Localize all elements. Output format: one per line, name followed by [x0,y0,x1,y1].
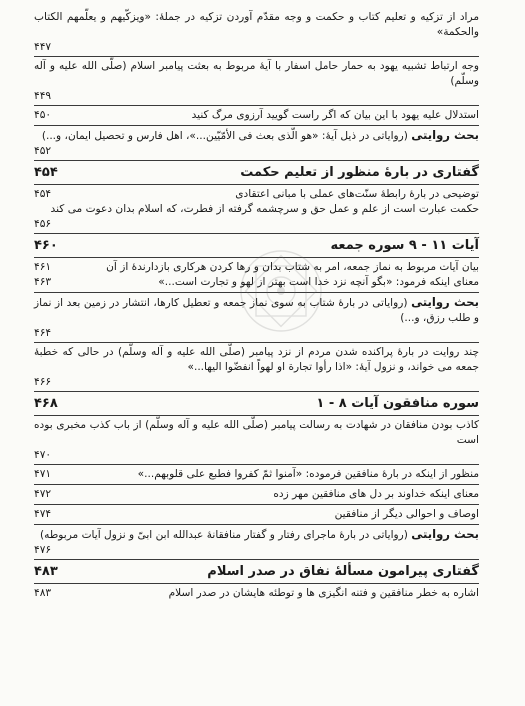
toc-entry-title: منظور از اینکه در بارهٔ منافقین فرموده: «آمنوا ثمّ کفروا فطبع علی قلوبهم...» [137,468,479,480]
toc-entry-title: اشاره به خطر منافقین و فتنه انگیزی ها و توطئه هایشان در صدر اسلام [168,587,479,599]
toc-entry[interactable] [34,467,479,482]
divider [34,125,479,126]
toc-entry-title: وجه ارتباط تشبیه یهود به حمار حامل اسفار با آیهٔ مربوط به بعثت پیامبر اسلام (صلّی الله علیه و آله وسلّم) [34,60,479,87]
toc-entry-title: استدلال علیه یهود با این بیان که اگر راست گویید آرزوی مرگ کنید [191,109,479,121]
toc-entry-title: چند روایت در بارهٔ پراکنده شدن مردم از نزد پیامبر (صلّی الله علیه و آله وسلّم) در حالی که خطبهٔ جمعه می خواند، و نزول آیهٔ: «اذا رأوا تجارة او لهواً انفضّوا الیها...» [34,346,479,373]
toc-entry-title: اوصاف و احوالی دیگر از منافقین [334,508,479,520]
toc-page-number: ۴۷۶ [34,544,52,556]
toc-entry-narrative[interactable] [34,527,479,557]
toc-entry-title: کاذب بودن منافقان در شهادت به رسالت پیامبر (صلّی الله علیه و آله وسلّم) از باب کذب مخبری بوده است [34,419,479,446]
toc-page-number: ۴۵۶ [34,218,52,230]
divider [34,504,479,505]
toc-entry-lead: بحث روایتی [411,295,479,309]
divider [34,233,479,234]
toc-entry[interactable] [34,487,479,502]
toc-entry-title: بیان آیات مربوط به نماز جمعه، امر به شتاب بدان و رها کردن هرکاری بازدارندهٔ از آن [106,261,479,273]
toc-page-number: ۴۶۸ [34,396,58,411]
toc-page-number: ۴۷۴ [34,508,52,520]
toc-heading-title: گفتاری در بارهٔ منظور از تعلیم حکمت [240,165,479,180]
toc-page-number: ۴۴۹ [34,90,52,102]
toc-page-number: ۴۶۴ [34,327,52,339]
toc-page-number: ۴۶۳ [34,276,52,288]
toc-entry[interactable] [34,59,479,103]
toc-entry[interactable] [34,586,479,601]
toc-entry-title: حکمت عبارت است از علم و عمل حق و سرچشمه گرفته از فطرت، که اسلام بدان دعوت می کند [50,203,479,215]
toc-page-number: ۴۸۳ [34,564,58,579]
divider [34,391,479,392]
toc-entry[interactable] [34,108,479,123]
toc-page-number: ۴۵۴ [34,165,58,180]
toc-page-number: ۴۵۲ [34,145,52,157]
toc-page-number: ۴۷۰ [34,449,52,461]
toc-entry[interactable] [34,260,479,275]
divider [34,583,479,584]
toc-entry-narrative[interactable] [34,295,479,340]
toc-heading-title: سوره منافقون آیات ۸ - ۱ [316,396,479,411]
toc-heading-title: گفتاری پیرامون مسألهٔ نفاق در صدر اسلام [207,564,479,579]
toc-entry[interactable] [34,10,479,54]
toc-section-heading[interactable] [34,562,479,581]
toc-entry-title: (روایاتی در ذیل آیهٔ: «هو الّذی بعث فی الأمّیّین...»، اهل فارس و تحصیل ایمان، و...) [41,130,412,142]
toc-page-number: ۴۸۳ [34,587,52,599]
divider [34,484,479,485]
divider [34,559,479,560]
toc-entry-lead: بحث روایتی [411,527,479,541]
toc-page-number: ۴۵۴ [34,188,52,200]
toc-page-number: ۴۴۷ [34,41,52,53]
toc-entry[interactable] [34,345,479,389]
toc-section-heading[interactable] [34,163,479,182]
toc-entry[interactable] [34,507,479,522]
divider [34,105,479,106]
toc-entry-title: توضیحی در بارهٔ رابطهٔ سنّت‌های عملی با مبانی اعتقادی [235,188,479,200]
divider [34,524,479,525]
toc-entry-narrative[interactable] [34,128,479,158]
toc-page-number: ۴۶۶ [34,376,52,388]
toc-page-number: ۴۷۲ [34,488,52,500]
divider [34,415,479,416]
divider [34,56,479,57]
toc-entry-title: (روایاتی در بارهٔ ماجرای رفتار و گفتار منافقانهٔ عبدالله ابن ابیّ و نزول آیات مربوطه) [40,529,412,541]
toc-entry-lead: بحث روایتی [411,128,479,142]
toc-entry[interactable] [34,202,479,231]
toc-entry[interactable] [34,187,479,202]
divider [34,464,479,465]
toc-page-number: ۴۵۰ [34,109,52,121]
toc-entry[interactable] [34,275,479,290]
toc-page-number: ۴۶۰ [34,238,58,253]
toc-entry-title: (روایاتی در بارهٔ شتاب به سوی نماز جمعه و تعطیل کارها، انتشار در زمین بعد از نماز و طلب رزق، و...) [34,297,479,324]
toc-entry-title: معنای اینکه فرمود: «بگو آنچه نزد خدا است بهتر از لهو و تجارت است...» [158,276,479,288]
toc-page-number: ۴۷۱ [34,468,52,480]
divider [34,160,479,161]
toc-section-heading[interactable] [34,394,479,413]
divider [34,184,479,185]
toc-entry-title: مراد از تزکیه و تعلیم کتاب و حکمت و وجه مقدّم آوردن تزکیه در جملهٔ: «ویزکّیهم و یعلّمهم الکتاب والحکمة» [34,11,479,38]
toc-page-number: ۴۶۱ [34,261,52,273]
toc-entry[interactable] [34,418,479,462]
toc-heading-title: آیات ۱۱ - ۹ سوره جمعه [330,238,479,253]
toc-entry-title: معنای اینکه خداوند بر دل های منافقین مهر زده [273,488,479,500]
